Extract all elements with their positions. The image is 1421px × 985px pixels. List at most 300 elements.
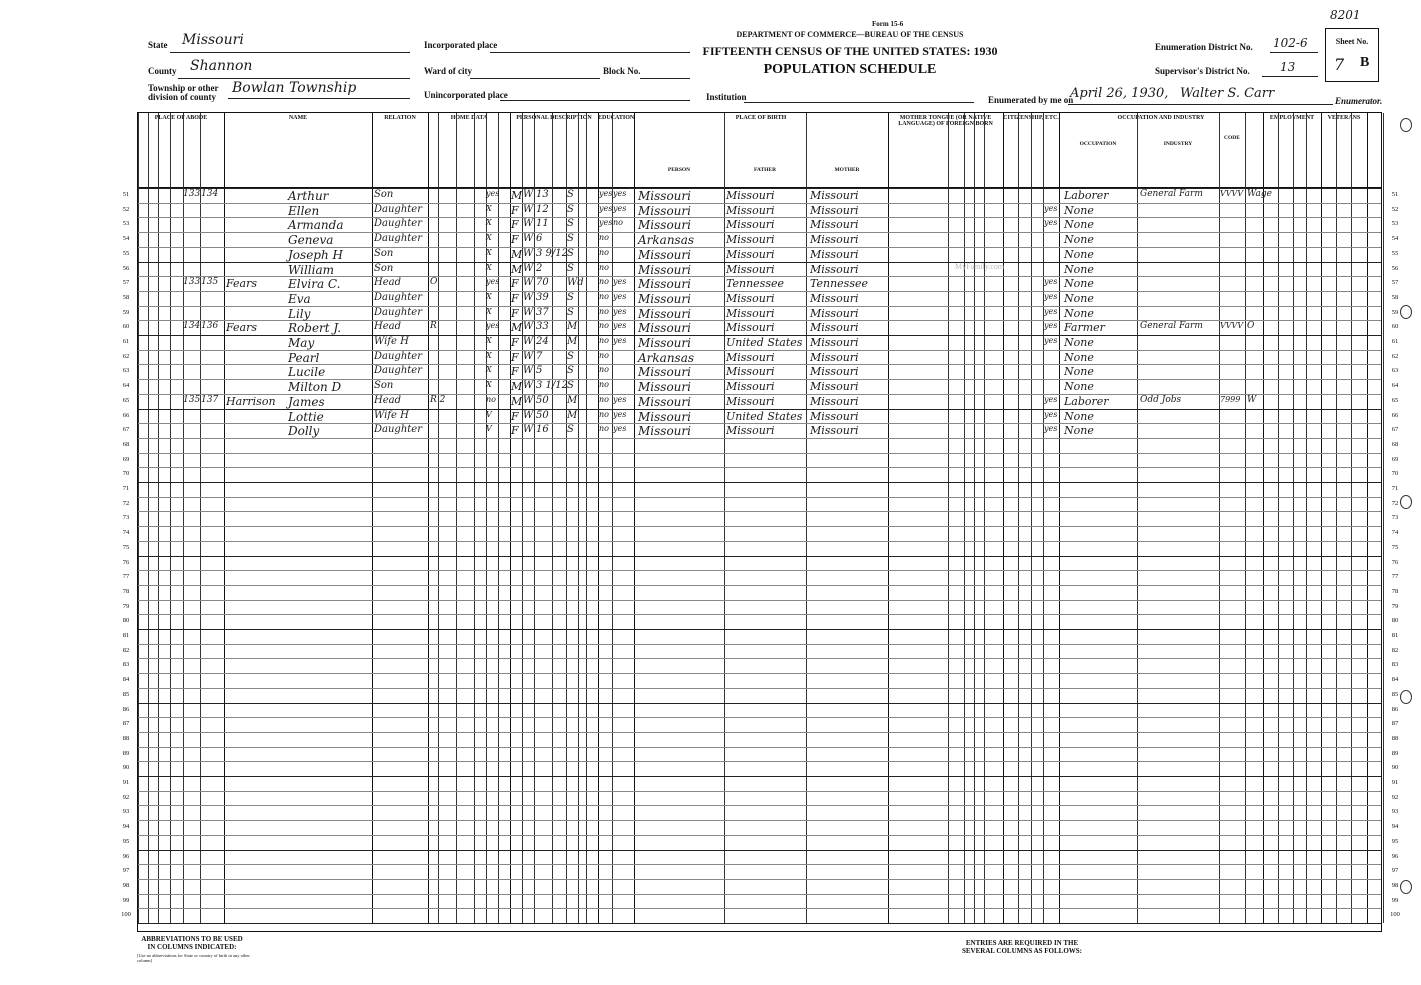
- row-number-right: 99: [1391, 896, 1399, 904]
- row-divider: [138, 850, 1381, 851]
- row-number: 57: [122, 279, 130, 287]
- institution-label: Institution: [706, 92, 747, 102]
- given-name: Geneva: [288, 233, 334, 248]
- home-tenure: O: [430, 277, 438, 288]
- row-number: 97: [122, 867, 130, 875]
- row-number: 53: [122, 220, 130, 228]
- row-number: 87: [122, 720, 130, 728]
- watermark: MyFamily.com: [955, 262, 1005, 271]
- row-number: 82: [122, 646, 130, 654]
- row-number-right: 75: [1391, 543, 1399, 551]
- relation: Head: [374, 394, 402, 406]
- sex: F: [511, 291, 519, 305]
- row-number: 54: [122, 235, 130, 243]
- enumerator-label: Enumerator.: [1335, 96, 1383, 106]
- relation: Daughter: [374, 424, 422, 436]
- radio-set: X: [486, 306, 492, 316]
- race: W: [523, 365, 534, 377]
- race: W: [523, 409, 534, 421]
- relation: Daughter: [374, 218, 422, 230]
- row-number: 51: [122, 191, 130, 198]
- column-divider: [1321, 113, 1322, 923]
- can-read: yes: [613, 203, 627, 213]
- row-number: 69: [122, 455, 130, 463]
- family-number: 136: [201, 321, 219, 332]
- row-number: 60: [122, 323, 130, 331]
- school-attendance: yes: [599, 189, 613, 198]
- mother-birthplace: Missouri: [810, 233, 859, 247]
- column-divider: [138, 113, 139, 923]
- age: 70: [536, 277, 549, 289]
- column-divider: [964, 113, 965, 923]
- block-line: [640, 78, 690, 79]
- ward-label: Ward of city: [424, 66, 472, 76]
- mother-birthplace: Missouri: [810, 380, 859, 394]
- relation: Head: [374, 321, 402, 333]
- row-number-right: 78: [1391, 587, 1399, 595]
- row-number: 61: [122, 338, 130, 345]
- row-number: 85: [122, 690, 130, 698]
- birthplace: Missouri: [638, 189, 691, 203]
- row-number-right: 85: [1391, 690, 1399, 698]
- given-name: Ellen: [288, 203, 320, 218]
- binder-ring: [1400, 305, 1412, 319]
- row-divider: [138, 673, 1381, 674]
- marital-status: S: [567, 189, 574, 200]
- incorporated-label: Incorporated place: [424, 40, 498, 50]
- abbreviations-note: [Use no abbreviations for State or country of birth in any other column]: [137, 953, 250, 963]
- row-number-right: 56: [1391, 264, 1399, 272]
- row-number-right: 93: [1391, 808, 1399, 816]
- enumeration-district-line: [1270, 52, 1318, 53]
- relation: Son: [374, 247, 394, 259]
- age: 3 9/12: [536, 247, 568, 259]
- can-read: yes: [613, 394, 627, 404]
- father-birthplace: Missouri: [726, 394, 775, 408]
- relation: Son: [374, 262, 394, 274]
- given-name: Arthur: [288, 189, 329, 203]
- row-number: 78: [122, 587, 130, 595]
- unincorporated-label: Unincorporated place: [424, 90, 508, 100]
- school-attendance: no: [599, 409, 609, 419]
- column-divider: [888, 113, 889, 923]
- race: W: [523, 277, 534, 289]
- sheet-number-box: [1325, 28, 1379, 82]
- column-divider: [974, 113, 975, 923]
- speaks-english: yes: [1044, 306, 1058, 316]
- occupation: None: [1064, 247, 1094, 261]
- birthplace: Missouri: [638, 203, 691, 218]
- age: 37: [536, 306, 549, 318]
- row-number: 66: [122, 411, 130, 419]
- father-birthplace: Missouri: [726, 218, 775, 232]
- row-number: 67: [122, 426, 130, 434]
- county-line: [178, 78, 410, 79]
- father-birthplace: Tennessee: [726, 277, 784, 291]
- speaks-english: yes: [1044, 321, 1058, 331]
- occupation-code: VVVV: [1220, 189, 1244, 198]
- row-number-right: 76: [1391, 558, 1399, 566]
- sex: F: [511, 336, 519, 349]
- occupation: None: [1064, 218, 1094, 232]
- row-divider: [138, 820, 1381, 821]
- row-divider: [138, 835, 1381, 836]
- group-occupation: OCCUPATION AND INDUSTRY: [1117, 115, 1205, 121]
- supervisor-district-value: 13: [1280, 60, 1296, 74]
- occupation: Laborer: [1064, 394, 1109, 408]
- sex: F: [511, 350, 519, 364]
- row-divider: [138, 526, 1381, 527]
- sex: F: [511, 306, 519, 320]
- surname: Harrison: [226, 394, 276, 408]
- school-attendance: no: [599, 380, 609, 390]
- birthplace: Missouri: [638, 365, 691, 380]
- row-number-right: 57: [1391, 279, 1399, 287]
- marital-status: M: [567, 321, 578, 333]
- race: W: [523, 321, 534, 333]
- row-number-right: 98: [1391, 881, 1399, 889]
- sheet-letter: B: [1360, 55, 1370, 70]
- row-number-right: 90: [1391, 764, 1399, 772]
- sex: M: [511, 262, 523, 276]
- group-personal: PERSONAL DESCRIPTION: [516, 115, 592, 121]
- binder-ring: [1400, 880, 1412, 894]
- marital-status: S: [567, 203, 574, 215]
- row-number: 70: [122, 470, 130, 478]
- mother-birthplace: Missouri: [810, 262, 859, 276]
- occupation: None: [1064, 409, 1094, 423]
- school-attendance: no: [599, 350, 609, 360]
- column-divider: [1278, 113, 1279, 923]
- column-divider: [428, 113, 429, 923]
- family-number: 134: [201, 189, 219, 199]
- sex: F: [511, 277, 519, 291]
- group-name: NAME: [288, 115, 308, 121]
- row-divider: [138, 629, 1381, 630]
- row-number-right: 88: [1391, 734, 1399, 742]
- row-number: 94: [122, 823, 130, 831]
- row-number-right: 54: [1391, 235, 1399, 243]
- row-number: 100: [121, 911, 131, 919]
- ward-line: [470, 78, 600, 79]
- occupation: None: [1064, 365, 1094, 379]
- entries-required-title: ENTRIES ARE REQUIRED IN THE SEVERAL COLUMNS AS FOLLOWS:: [962, 939, 1082, 955]
- row-number: 62: [122, 352, 130, 360]
- row-divider: [138, 453, 1381, 454]
- row-number-right: 61: [1391, 338, 1399, 345]
- radio-set: yes: [486, 321, 500, 331]
- occupation: None: [1064, 424, 1094, 438]
- column-divider: [724, 113, 725, 923]
- relation: Daughter: [374, 203, 422, 215]
- column-divider: [1367, 113, 1368, 923]
- can-read: yes: [613, 424, 627, 434]
- race: W: [523, 262, 534, 274]
- township-line: [228, 98, 410, 99]
- occupation: None: [1064, 291, 1094, 305]
- age: 50: [536, 394, 549, 406]
- class-of-worker: O: [1247, 321, 1255, 332]
- row-number-right: 82: [1391, 646, 1399, 654]
- can-read: no: [613, 218, 623, 228]
- family-number: 137: [201, 394, 219, 405]
- given-name: May: [288, 336, 315, 350]
- age: 12: [536, 203, 549, 215]
- age: 16: [536, 424, 549, 436]
- row-divider: [138, 614, 1381, 615]
- given-name: Eva: [288, 291, 311, 306]
- row-number-right: 53: [1391, 220, 1399, 228]
- race: W: [523, 336, 534, 347]
- speaks-english: yes: [1044, 409, 1058, 419]
- dwelling-number: 135: [183, 394, 201, 405]
- marital-status: S: [567, 291, 574, 303]
- class-of-worker: W: [1247, 394, 1257, 405]
- row-number-right: 67: [1391, 426, 1399, 434]
- row-divider: [138, 556, 1381, 557]
- row-number-right: 87: [1391, 720, 1399, 728]
- birthplace: Missouri: [638, 380, 691, 395]
- row-divider: [138, 776, 1381, 777]
- birthplace: Missouri: [638, 277, 691, 292]
- population-table: [121, 112, 1400, 932]
- county-value: Shannon: [190, 58, 253, 74]
- row-number: 98: [122, 881, 130, 889]
- speaks-english: yes: [1044, 424, 1058, 434]
- occupation: None: [1064, 336, 1094, 349]
- can-read: yes: [613, 306, 627, 316]
- township-value: Bowlan Township: [232, 80, 357, 96]
- row-number: 77: [122, 573, 130, 581]
- marital-status: M: [567, 409, 578, 421]
- row-number: 86: [122, 705, 130, 713]
- column-divider: [1003, 113, 1004, 923]
- column-divider: [170, 113, 171, 923]
- birthplace: Missouri: [638, 424, 691, 439]
- age: 13: [536, 189, 549, 200]
- marital-status: S: [567, 380, 574, 392]
- colhead-occupation: OCCUPATION: [1079, 141, 1117, 147]
- column-divider: [158, 113, 159, 923]
- occupation: None: [1064, 277, 1094, 291]
- row-divider: [138, 585, 1381, 586]
- given-name: Lucile: [288, 365, 326, 380]
- group-birth: PLACE OF BIRTH: [735, 115, 787, 121]
- father-birthplace: Missouri: [726, 321, 775, 335]
- given-name: Pearl: [288, 350, 320, 365]
- occupation: None: [1064, 380, 1094, 394]
- occupation-code: VVVV: [1220, 321, 1244, 331]
- given-name: Armanda: [288, 218, 344, 233]
- column-divider: [1137, 113, 1138, 923]
- age: 5: [536, 365, 543, 377]
- sex: F: [511, 424, 519, 438]
- row-number: 80: [122, 617, 130, 625]
- occupation: None: [1064, 203, 1094, 217]
- township-label: Township or other division of county: [148, 83, 219, 102]
- row-number-right: 52: [1391, 205, 1399, 213]
- father-birthplace: Missouri: [726, 306, 775, 320]
- enumeration-district-value: 102-6: [1273, 36, 1308, 50]
- column-divider: [1293, 113, 1294, 923]
- race: W: [523, 189, 534, 200]
- row-number: 59: [122, 308, 130, 316]
- school-attendance: no: [599, 336, 609, 345]
- schedule-title: POPULATION SCHEDULE: [763, 62, 937, 77]
- relation: Wife H: [374, 409, 409, 421]
- colhead-industry: INDUSTRY: [1163, 141, 1193, 147]
- row-number-right: 89: [1391, 749, 1399, 757]
- relation: Daughter: [374, 350, 422, 362]
- row-number-right: 73: [1391, 514, 1399, 522]
- can-read: yes: [613, 336, 627, 345]
- binder-ring: [1400, 690, 1412, 704]
- row-divider: [138, 658, 1381, 659]
- enumerator-line: [1068, 104, 1333, 105]
- speaks-english: yes: [1044, 203, 1058, 213]
- group-veterans: VETERANS: [1327, 115, 1361, 121]
- father-birthplace: Missouri: [726, 262, 775, 276]
- row-number: 88: [122, 734, 130, 742]
- row-number-right: 80: [1391, 617, 1399, 625]
- row-divider: [138, 570, 1381, 571]
- column-divider: [1306, 113, 1307, 923]
- age: 39: [536, 291, 549, 303]
- father-birthplace: Missouri: [726, 350, 775, 364]
- father-birthplace: United States: [726, 409, 803, 423]
- enumerated-date: April 26, 1930,: [1070, 86, 1169, 101]
- birthplace: Missouri: [638, 409, 691, 424]
- row-divider: [138, 717, 1381, 718]
- family-number: 135: [201, 277, 219, 288]
- birthplace: Missouri: [638, 218, 691, 233]
- radio-set: X: [486, 203, 492, 213]
- father-birthplace: Missouri: [726, 365, 775, 379]
- row-number-right: 64: [1391, 382, 1399, 390]
- column-divider: [1336, 113, 1337, 923]
- can-read: yes: [613, 277, 627, 287]
- row-divider: [138, 879, 1381, 880]
- industry: General Farm: [1140, 189, 1203, 199]
- occupation: None: [1064, 306, 1094, 320]
- marital-status: M: [567, 394, 578, 406]
- race: W: [523, 394, 534, 406]
- county-label: County: [148, 66, 177, 76]
- page-margin: [0, 0, 100, 985]
- school-attendance: no: [599, 306, 609, 316]
- column-divider: [984, 113, 985, 923]
- sex: M: [511, 321, 523, 335]
- race: W: [523, 203, 534, 215]
- group-home: HOME DATA: [450, 115, 488, 121]
- row-number-right: 97: [1391, 867, 1399, 875]
- school-attendance: yes: [599, 203, 613, 213]
- race: W: [523, 350, 534, 362]
- surname: Fears: [226, 321, 258, 335]
- birthplace: Missouri: [638, 291, 691, 306]
- column-divider: [200, 113, 201, 923]
- occupation: Farmer: [1064, 321, 1105, 335]
- relation: Daughter: [374, 291, 422, 303]
- school-attendance: no: [599, 247, 609, 257]
- department-heading: DEPARTMENT OF COMMERCE—BUREAU OF THE CENSUS: [736, 30, 964, 39]
- row-number-right: 70: [1391, 470, 1399, 478]
- colhead-code: CODE: [1224, 135, 1240, 141]
- race: W: [523, 306, 534, 318]
- birthplace: Missouri: [638, 262, 691, 277]
- race: W: [523, 424, 534, 436]
- occupation: None: [1064, 262, 1094, 276]
- father-birthplace: Missouri: [726, 203, 775, 217]
- row-number: 72: [122, 499, 130, 507]
- row-divider: [138, 791, 1381, 792]
- column-divider: [438, 113, 439, 923]
- radio-set: yes: [486, 189, 500, 198]
- mother-birthplace: Missouri: [810, 336, 859, 349]
- row-number: 52: [122, 205, 130, 213]
- column-divider: [224, 113, 225, 923]
- row-number-right: 100: [1390, 911, 1400, 919]
- abbreviations-title: ABBREVIATIONS TO BE USED IN COLUMNS INDICATED:: [141, 935, 243, 951]
- binder-ring: [1400, 495, 1412, 509]
- speaks-english: yes: [1044, 291, 1058, 301]
- census-title: FIFTEENTH CENSUS OF THE UNITED STATES: 1930: [702, 44, 998, 58]
- group-relation: RELATION: [384, 115, 416, 121]
- given-name: Dolly: [288, 424, 320, 439]
- column-divider: [948, 113, 949, 923]
- sex: M: [511, 394, 523, 408]
- column-divider: [148, 113, 149, 923]
- race: W: [523, 291, 534, 303]
- row-number-right: 71: [1391, 485, 1399, 492]
- marital-status: S: [567, 350, 574, 362]
- row-number-right: 55: [1391, 249, 1399, 257]
- row-number: 68: [122, 440, 130, 448]
- row-number-right: 94: [1391, 823, 1399, 831]
- row-number-right: 58: [1391, 293, 1399, 301]
- dwelling-number: 134: [183, 321, 201, 332]
- school-attendance: no: [599, 262, 609, 272]
- given-name: Milton D: [288, 380, 342, 395]
- row-number: 64: [122, 382, 130, 390]
- row-number: 75: [122, 543, 130, 551]
- marital-status: S: [567, 424, 574, 436]
- marital-status: S: [567, 365, 574, 377]
- birthplace: Missouri: [638, 394, 691, 409]
- row-number: 96: [122, 852, 130, 860]
- sex: F: [511, 218, 519, 232]
- mother-birthplace: Missouri: [810, 306, 859, 320]
- mother-birthplace: Missouri: [810, 218, 859, 232]
- state-value: Missouri: [182, 32, 244, 48]
- father-birthplace: Missouri: [726, 233, 775, 247]
- row-number: 84: [122, 676, 130, 684]
- school-attendance: no: [599, 424, 609, 434]
- row-number-right: 62: [1391, 352, 1399, 360]
- form-number: Form 15-6: [872, 20, 904, 28]
- radio-set: no: [486, 394, 496, 404]
- birthplace: Missouri: [638, 306, 691, 321]
- speaks-english: yes: [1044, 218, 1058, 228]
- row-number-right: 69: [1391, 455, 1399, 463]
- mother-birthplace: Missouri: [810, 365, 859, 379]
- column-divider: [1031, 113, 1032, 923]
- row-divider: [138, 467, 1381, 468]
- school-attendance: yes: [599, 218, 613, 228]
- sex: F: [511, 233, 519, 247]
- block-label: Block No.: [603, 66, 641, 76]
- given-name: James: [288, 394, 325, 409]
